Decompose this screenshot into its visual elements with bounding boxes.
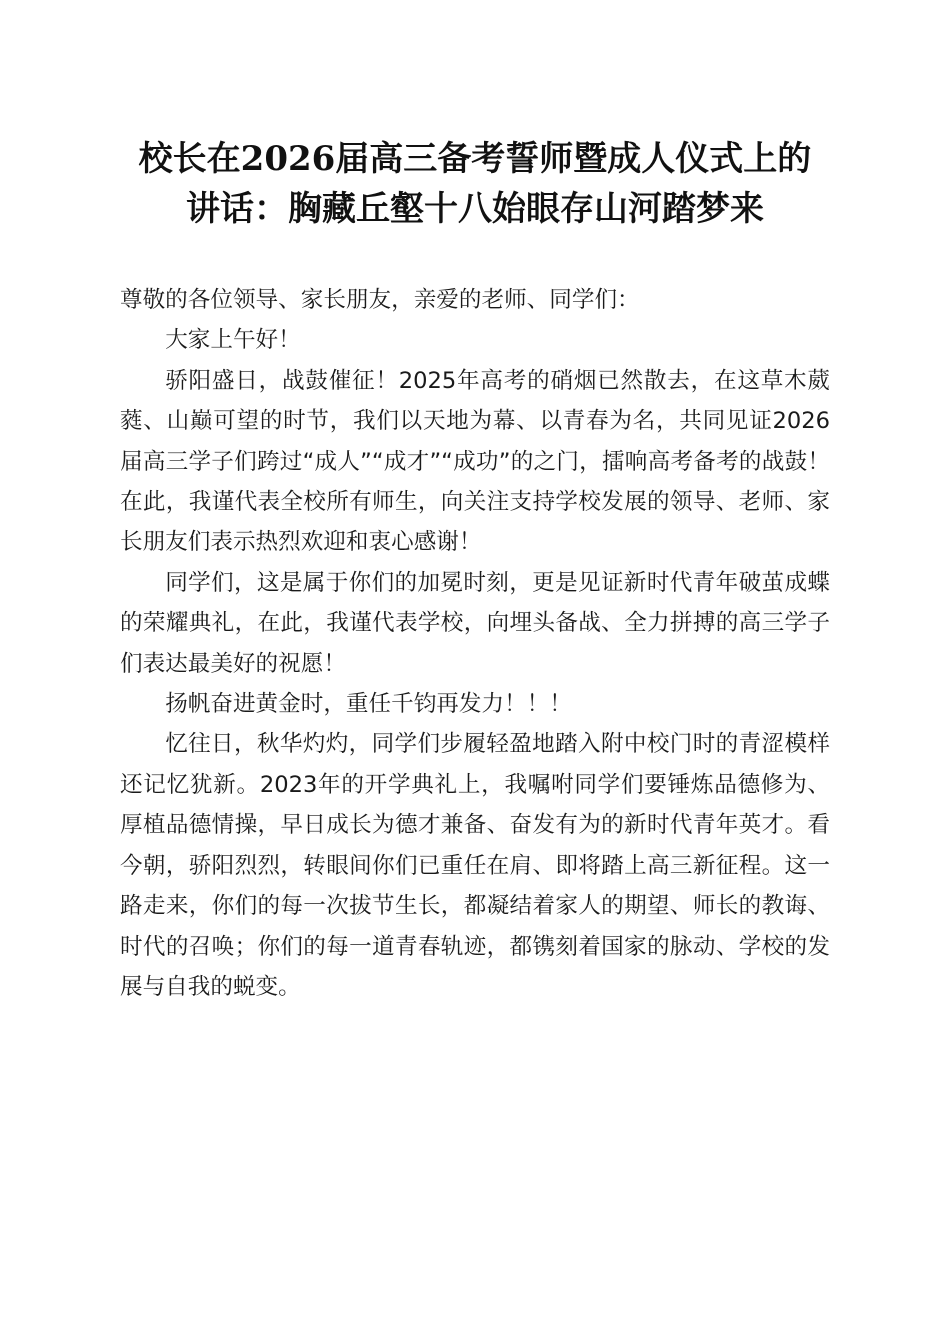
title-line-2: 讲话：胸藏丘壑十八始眼存山河踏梦来 xyxy=(186,189,764,229)
greeting: 大家上午好！ xyxy=(165,327,301,354)
paragraph: 骄阳盛日，战鼓催征！2025年高考的硝烟已然散去，在这草木葳蕤、山巅可望的时节，我们以天地为幕、以青春为名，共同见证2026届高三学子们跨过“成人”“成才”“成功”的之门，擂响高考备考的战鼓！在此，我谨代表全校所有师生，向关注支持学校发展的领导、老师、家长朋友们表示热烈欢迎和衷心感谢！ xyxy=(120,367,830,556)
speech-body xyxy=(120,280,830,1007)
title-line-1: 校长在2026届高三备考誓师暨成人仪式上的 xyxy=(138,139,812,179)
document-title xyxy=(100,134,850,234)
salutation: 尊敬的各位领导、家长朋友，亲爱的老师、同学们： xyxy=(120,287,640,313)
paragraph: 同学们，这是属于你们的加冕时刻，更是见证新时代青年破茧成蝶的荣耀典礼，在此，我谨代表学校，向埋头备战、全力拼搏的高三学子们表达最美好的祝愿！ xyxy=(120,569,830,677)
paragraph: 忆往日，秋华灼灼，同学们步履轻盈地踏入附中校门时的青涩模样还记忆犹新。2023年的开学典礼上，我嘱咐同学们要锤炼品德修为、厚植品德情操，早日成长为德才兼备、奋发有为的新时代青年英才。看今朝，骄阳烈烈，转眼间你们已重任在肩、即将踏上高三新征程。这一路走来，你们的每一次拔节生长，都凝结着家人的期望、师长的教诲、时代的召唤；你们的每一道青春轨迹，都镌刻着国家的脉动、学校的发展与自我的蜕变。 xyxy=(120,731,830,1000)
slogan: 扬帆奋进黄金时，重任千钧再发力！！！ xyxy=(165,691,572,718)
